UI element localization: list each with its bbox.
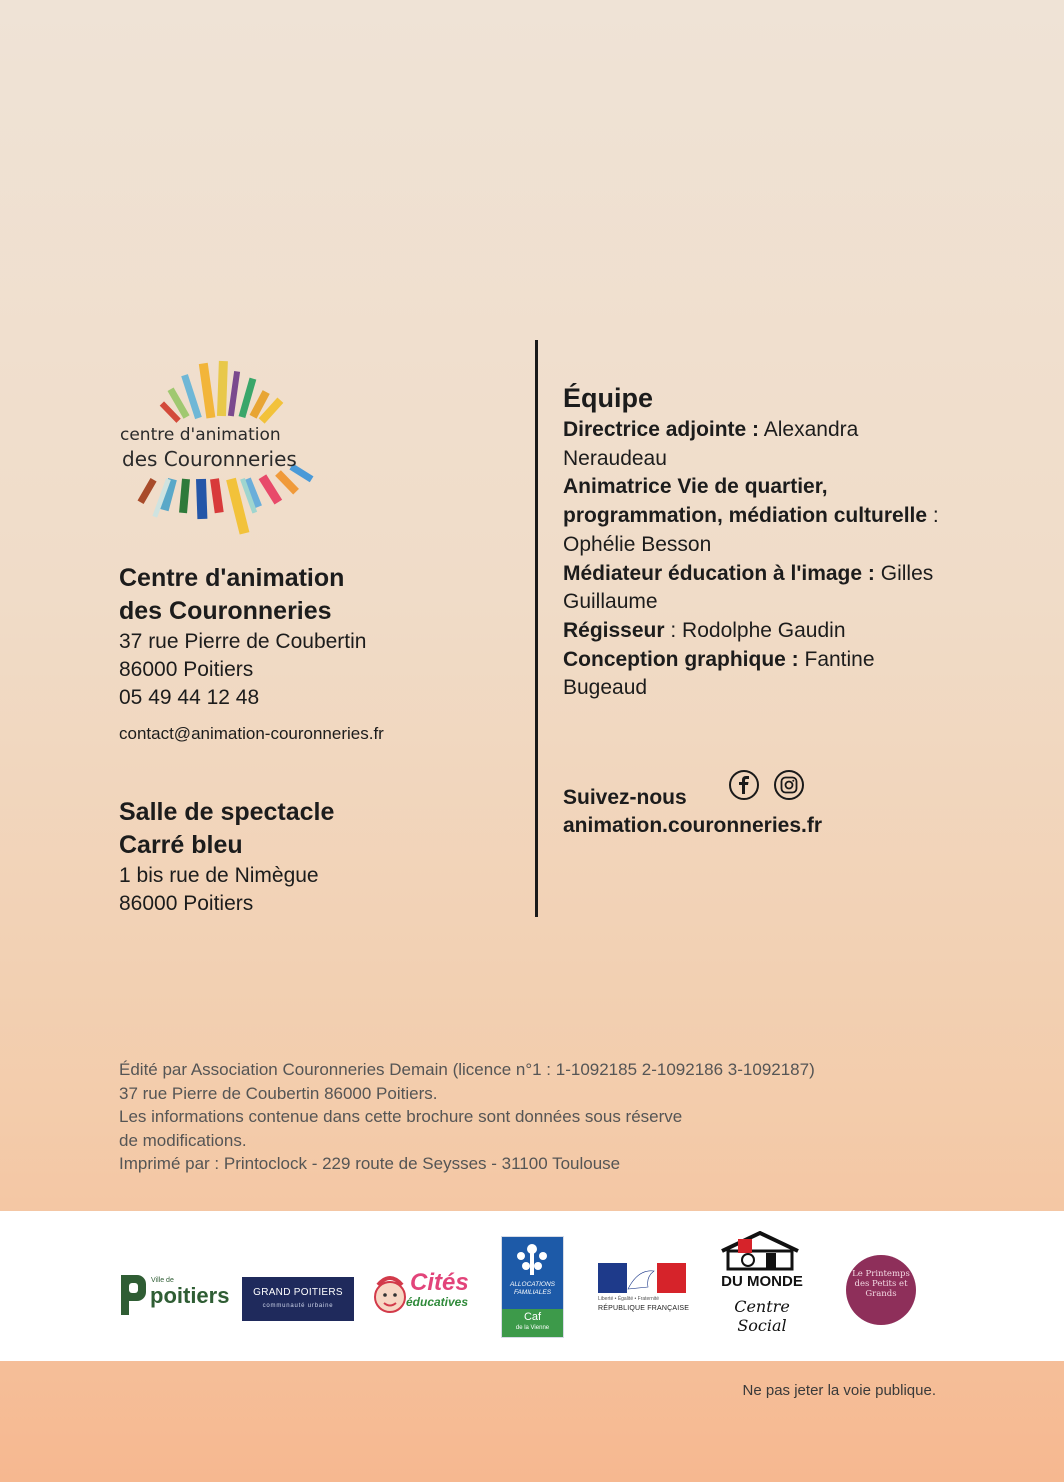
imprint-line: 37 rue Pierre de Coubertin 86000 Poitiers.: [119, 1083, 438, 1103]
marianne-flag-icon: [598, 1263, 686, 1293]
couronneries-logo: [110, 355, 350, 535]
team-name: Gilles Guillaume: [563, 561, 934, 614]
logo-text-line2: des Couronneries: [122, 447, 297, 471]
house-roof-icon: [718, 1231, 802, 1271]
venue-carre-bleu: [119, 796, 519, 918]
partner-logo-grand-poitiers: [242, 1277, 354, 1321]
partner-logo-printemps: [846, 1255, 916, 1325]
website-link[interactable]: animation.couronneries.fr: [563, 814, 823, 837]
facebook-icon[interactable]: [729, 770, 759, 800]
venue2-address-line1: 1 bis rue de Nimègue: [119, 864, 319, 887]
imprint-line: Édité par Association Couronneries Demain (licence n°1 : 1-1092185 2-1092186 3-1092187): [119, 1060, 815, 1079]
team-name: Fantine Bugeaud: [563, 647, 875, 700]
team-role: Animatrice Vie de quartier, programmation, médiation culturelle: [563, 475, 928, 528]
footnote-text: Ne pas jeter la voie publique.: [742, 1382, 936, 1399]
partner-text: Cités: [410, 1269, 469, 1296]
imprint-line: Imprimé par : Printoclock - 229 route de Seysses - 31100 Toulouse: [119, 1154, 621, 1173]
venue2-address-line2: 86000 Poitiers: [119, 892, 254, 915]
partner-small-text: Liberté • Égalité • Fraternité: [598, 1296, 660, 1302]
venue1-address-line1: 37 rue Pierre de Coubertin: [119, 630, 367, 653]
partner-text: Le Printemps des Petits et Grands: [852, 1269, 910, 1299]
team-role: Directrice adjointe :: [563, 418, 760, 441]
contact-email-link[interactable]: contact@animation-couronneries.fr: [119, 724, 384, 743]
partner-logo-toit-du-monde: [716, 1231, 808, 1335]
partner-text: ALLOCATIONS FAMILIALES: [509, 1281, 556, 1296]
team-name: Alexandra Neraudeau: [563, 418, 859, 470]
imprint-text: [119, 1058, 979, 1176]
family-tree-icon: [512, 1243, 552, 1277]
team-member: [563, 416, 963, 473]
team-role: Médiateur éducation à l'image :: [563, 561, 875, 585]
venue1-address-line2: 86000 Poitiers: [119, 658, 254, 681]
partner-small-text: éducatives: [406, 1295, 469, 1309]
team-section: [563, 380, 963, 703]
instagram-icon[interactable]: [774, 770, 804, 800]
follow-label: Suivez-nous: [563, 786, 687, 809]
team-member: [563, 473, 963, 559]
team-name: : Ophélie Besson: [563, 504, 939, 556]
venue2-name-line2: Carré bleu: [119, 831, 243, 859]
partner-sub-text: de la Vienne: [515, 1325, 550, 1331]
poitiers-mark-icon: [118, 1273, 148, 1317]
team-role: Régisseur: [563, 618, 665, 642]
partner-small-text: Ville de: [151, 1277, 174, 1284]
partner-text: poitiers: [150, 1283, 230, 1308]
partner-text: DU MONDE: [721, 1273, 803, 1290]
partners-band: [0, 1211, 1064, 1361]
partner-small-text: communauté urbaine: [262, 1303, 334, 1309]
partner-logo-cites-educatives: [372, 1267, 482, 1323]
team-member: [563, 617, 963, 646]
team-member: [563, 646, 963, 703]
team-role: Conception graphique :: [563, 647, 799, 671]
venue2-name-line1: Salle de spectacle: [119, 798, 335, 826]
venue-couronneries: [119, 562, 519, 712]
column-divider: [535, 340, 538, 917]
partner-logo-ville-poitiers: [118, 1271, 228, 1317]
team-member: [563, 560, 963, 617]
logo-text-line1: centre d'animation: [120, 425, 281, 445]
partner-small-text: Centre Social: [734, 1297, 790, 1335]
venue1-phone: 05 49 44 12 48: [119, 686, 260, 709]
child-face-icon: [372, 1273, 408, 1319]
imprint-line: Les informations contenue dans cette brochure sont données sous réserve: [119, 1107, 683, 1126]
partner-small-text: Caf: [523, 1311, 542, 1323]
partner-text: GRAND POITIERS: [253, 1287, 343, 1298]
sunburst-rays-graphic: [110, 355, 350, 535]
team-name: : Rodolphe Gaudin: [664, 618, 846, 642]
partner-text: RÉPUBLIQUE FRANÇAISE: [598, 1305, 690, 1312]
venue1-name-line1: Centre d'animation: [119, 564, 345, 592]
imprint-line: de modifications.: [119, 1130, 247, 1150]
partner-logo-republique-francaise: [596, 1263, 688, 1321]
team-title: Équipe: [563, 383, 654, 413]
partner-logo-caf: [501, 1236, 564, 1338]
venue1-name-line2: des Couronneries: [119, 597, 332, 625]
